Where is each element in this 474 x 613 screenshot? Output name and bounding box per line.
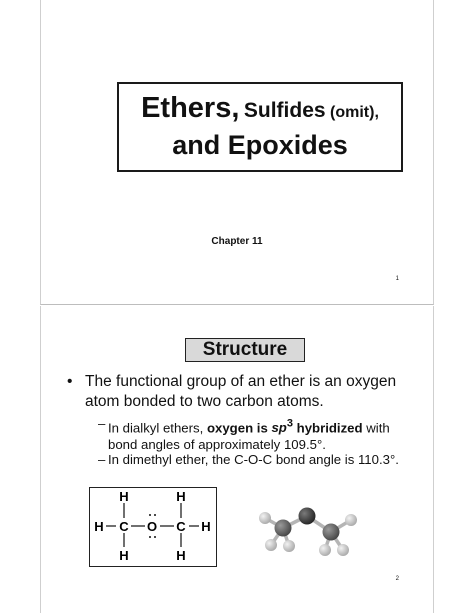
- sub-bullet-dash: –: [98, 452, 106, 467]
- atom-h-right: H: [201, 519, 211, 534]
- sub1-sp: sp: [271, 420, 287, 436]
- sub1-bold-1: oxygen is: [206, 420, 272, 436]
- carbon-atom: [275, 520, 292, 537]
- bullet-text: The functional group of an ether is an oxygen atom bonded to two carbon atoms.: [85, 373, 397, 410]
- sub-bullet-bond-angle: [98, 452, 418, 469]
- sub1-superscript: 3: [286, 418, 293, 430]
- bullet-marker: •: [67, 373, 73, 390]
- slide-1: [40, 0, 434, 305]
- oxygen-atom: [299, 508, 316, 525]
- hydrogen-atom: [345, 514, 357, 526]
- sub1-prefix: In dialkyl ethers,: [108, 420, 207, 436]
- atom-h-left: H: [94, 519, 104, 534]
- slide-2-page-number: 2: [395, 576, 399, 582]
- atom-o: O: [146, 519, 158, 534]
- carbon-atom: [323, 524, 340, 541]
- lewis-structure-svg: [90, 488, 216, 566]
- hydrogen-atom: [265, 539, 277, 551]
- slide-title: Structure: [185, 338, 305, 362]
- atom-h-bottom-right: H: [176, 548, 186, 563]
- title-omit: (omit),: [330, 104, 379, 121]
- title-sulfides: Sulfides: [243, 99, 326, 122]
- sub1-bold-2: hybridized: [292, 420, 363, 436]
- sub-bullet-hybridization: [98, 416, 418, 453]
- atom-c-right: C: [176, 519, 186, 534]
- atom-h-bottom-left: H: [119, 548, 129, 563]
- ball-and-stick-model: [257, 498, 365, 560]
- atom-h-top-right: H: [176, 489, 186, 504]
- title-box: [117, 82, 403, 172]
- atom-c-left: C: [119, 519, 129, 534]
- hydrogen-atom: [337, 544, 349, 556]
- atom-h-top-left: H: [119, 489, 129, 504]
- dimethyl-ether-structure: [89, 487, 217, 567]
- title-ethers: Ethers,: [141, 92, 240, 124]
- hydrogen-atom: [259, 512, 271, 524]
- sub-bullet-text: In dimethyl ether, the C-O-C bond angle is 110.3°.: [108, 452, 399, 467]
- hydrogen-atom: [319, 544, 331, 556]
- sub-bullet-dash: –: [98, 416, 106, 431]
- bullet-item: [67, 372, 407, 412]
- sub-bullet-text: [108, 416, 418, 453]
- chapter-label: Chapter 11: [211, 236, 263, 247]
- slide-2: [40, 306, 434, 613]
- hydrogen-atom: [283, 540, 295, 552]
- slide-1-page-number: 1: [395, 276, 399, 282]
- sub1-suffix: with bond angles of approximately 109.5°.: [108, 420, 390, 452]
- title-line-1: [119, 92, 401, 125]
- title-line-2: and Epoxides: [172, 130, 348, 160]
